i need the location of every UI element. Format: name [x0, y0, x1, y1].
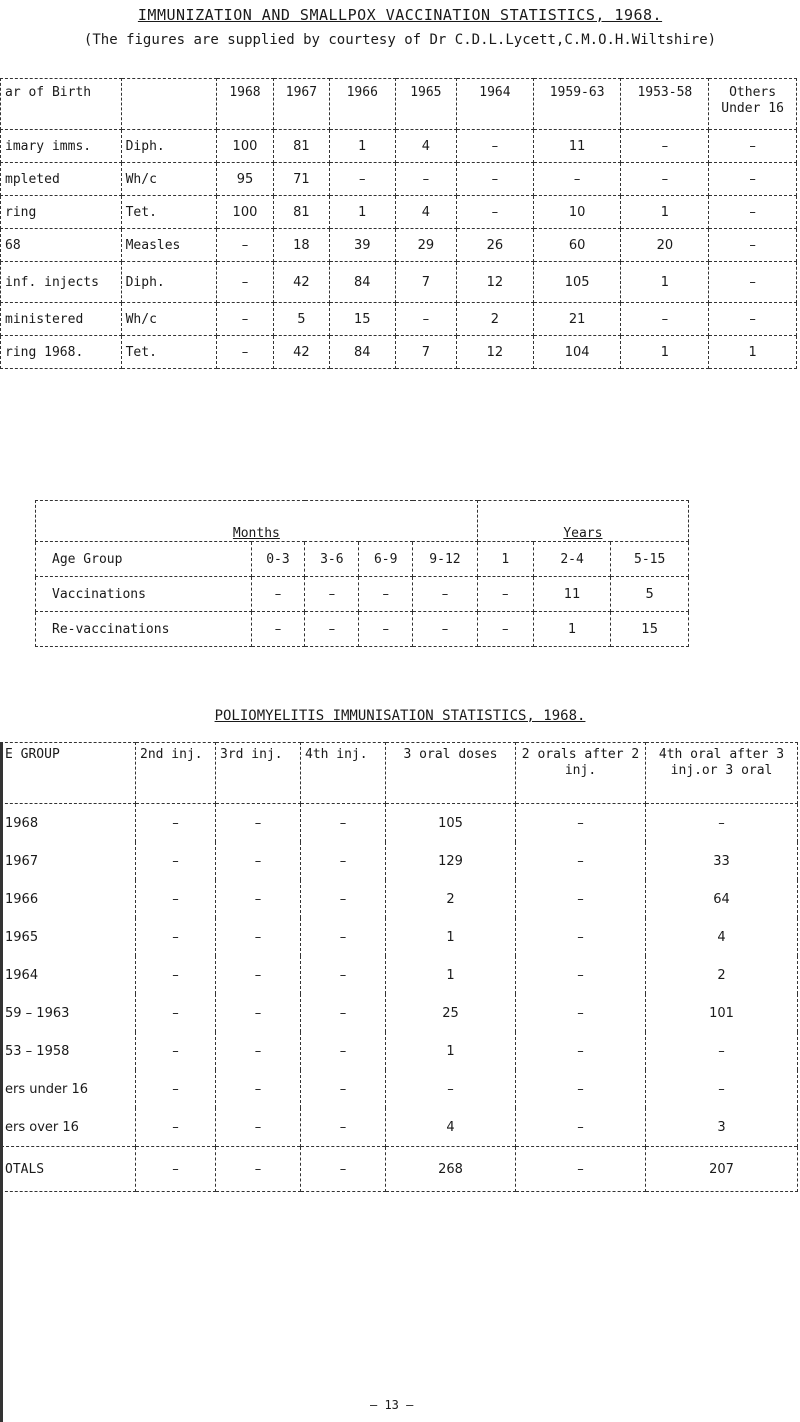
cell: 4 — [395, 196, 456, 229]
cell: – — [709, 196, 797, 229]
vaccine-label: Tet. — [121, 196, 216, 229]
vaccine-label: Measles — [121, 229, 216, 262]
cell: – — [216, 229, 273, 262]
cell: 60 — [533, 229, 621, 262]
cell: 42 — [273, 262, 329, 303]
cell: – — [386, 1070, 516, 1108]
age-group-cell: 3-6 — [305, 542, 359, 577]
cell: – — [301, 956, 386, 994]
cell: 4 — [646, 918, 798, 956]
cell: – — [301, 1108, 386, 1147]
header-1953-58: 1953-58 — [621, 79, 709, 130]
cell: 1 — [329, 130, 395, 163]
row-group-label: ring — [1, 196, 122, 229]
cell: 4 — [395, 130, 456, 163]
cell: 104 — [533, 336, 621, 369]
totals-row — [1, 1147, 798, 1192]
totals-label: OTALS — [1, 1147, 136, 1192]
table-row — [36, 612, 689, 647]
cell: – — [395, 303, 456, 336]
row-group-label: ministered — [1, 303, 122, 336]
cell: 12 — [457, 336, 534, 369]
smallpox-group-header-row — [36, 501, 689, 542]
page-number: – 13 – — [370, 1398, 414, 1412]
cell: 105 — [533, 262, 621, 303]
age-group-cell: 2-4 — [533, 542, 611, 577]
cell: – — [477, 577, 533, 612]
table-row — [1, 1032, 798, 1070]
cell: – — [216, 1032, 301, 1070]
cell: 5 — [611, 577, 689, 612]
cell: – — [516, 842, 646, 880]
cell: – — [359, 612, 413, 647]
row-group-label: 59 – 1963 — [1, 994, 136, 1032]
header-3-oral-doses: 3 oral doses — [386, 743, 516, 804]
cell: – — [251, 577, 305, 612]
header-1968: 1968 — [216, 79, 273, 130]
cell: – — [516, 1032, 646, 1070]
header-1965: 1965 — [395, 79, 456, 130]
cell: – — [216, 1108, 301, 1147]
cell: – — [413, 612, 478, 647]
page-subtitle: (The figures are supplied by courtesy of Dr C.D.L.Lycett,C.M.O.H.Wiltshire) — [83, 32, 717, 48]
header-4th-oral-after: 4th oral after 3 inj.or 3 oral — [646, 743, 798, 804]
cell: – — [216, 994, 301, 1032]
cell: – — [216, 880, 301, 918]
year-of-birth-label: ar of Birth — [1, 79, 122, 130]
left-margin-rule — [0, 742, 3, 1422]
cell: 129 — [386, 842, 516, 880]
cell: – — [516, 880, 646, 918]
cell: 1 — [386, 956, 516, 994]
cell: 3 — [646, 1108, 798, 1147]
age-group-row — [36, 542, 689, 577]
cell: 2 — [646, 956, 798, 994]
row-group-label: ers over 16 — [1, 1108, 136, 1147]
cell: – — [301, 880, 386, 918]
cell: 15 — [329, 303, 395, 336]
cell: – — [516, 956, 646, 994]
header-2-orals-after-2-inj: 2 orals after 2 inj. — [516, 743, 646, 804]
cell: 100 — [216, 130, 273, 163]
cell: – — [216, 262, 273, 303]
cell: – — [329, 163, 395, 196]
cell: 5 — [273, 303, 329, 336]
cell: 2 — [386, 880, 516, 918]
cell: 42 — [273, 336, 329, 369]
cell: – — [457, 196, 534, 229]
total-cell: – — [516, 1147, 646, 1192]
cell: 20 — [621, 229, 709, 262]
cell: 7 — [395, 336, 456, 369]
polio-table — [0, 742, 798, 1192]
table-row — [1, 956, 798, 994]
total-cell: – — [136, 1147, 216, 1192]
cell: 1 — [386, 1032, 516, 1070]
table-row — [1, 229, 797, 262]
cell: – — [516, 994, 646, 1032]
vaccine-label: Diph. — [121, 262, 216, 303]
table-row — [1, 994, 798, 1032]
row-group-label: 1968 — [1, 804, 136, 843]
row-group-label: 1965 — [1, 918, 136, 956]
immunization-header-row — [1, 79, 797, 130]
cell: 1 — [709, 336, 797, 369]
total-cell: 207 — [646, 1147, 798, 1192]
cell: – — [457, 163, 534, 196]
cell: – — [413, 577, 478, 612]
cell: 21 — [533, 303, 621, 336]
cell: – — [305, 577, 359, 612]
cell: 12 — [457, 262, 534, 303]
table-row — [1, 130, 797, 163]
cell: 1 — [621, 262, 709, 303]
cell: 29 — [395, 229, 456, 262]
cell: 15 — [611, 612, 689, 647]
cell: – — [251, 612, 305, 647]
cell: – — [477, 612, 533, 647]
cell: 33 — [646, 842, 798, 880]
cell: – — [305, 612, 359, 647]
cell: – — [301, 842, 386, 880]
cell: 105 — [386, 804, 516, 843]
cell: 101 — [646, 994, 798, 1032]
years-label: Years — [477, 501, 688, 542]
row-group-label: 68 — [1, 229, 122, 262]
table-row — [1, 1070, 798, 1108]
cell: – — [301, 804, 386, 843]
cell: – — [136, 842, 216, 880]
polio-section-title: POLIOMYELITIS IMMUNISATION STATISTICS, 1968. — [214, 708, 586, 724]
cell: 84 — [329, 262, 395, 303]
row-group-label: 53 – 1958 — [1, 1032, 136, 1070]
cell: – — [709, 130, 797, 163]
age-group-cell: 6-9 — [359, 542, 413, 577]
cell: 7 — [395, 262, 456, 303]
cell: – — [136, 918, 216, 956]
cell: 95 — [216, 163, 273, 196]
cell: – — [136, 1108, 216, 1147]
header-2nd-inj: 2nd inj. — [136, 743, 216, 804]
cell: 10 — [533, 196, 621, 229]
table-row — [1, 804, 798, 843]
age-group-cell: 1 — [477, 542, 533, 577]
total-cell: – — [216, 1147, 301, 1192]
cell: – — [709, 262, 797, 303]
cell: – — [709, 229, 797, 262]
cell: 4 — [386, 1108, 516, 1147]
cell: 81 — [273, 130, 329, 163]
cell: 26 — [457, 229, 534, 262]
cell: – — [516, 918, 646, 956]
total-cell: – — [301, 1147, 386, 1192]
age-group-cell: 0-3 — [251, 542, 305, 577]
cell: – — [136, 994, 216, 1032]
cell: 1 — [621, 336, 709, 369]
cell: 1 — [533, 612, 611, 647]
row-group-label: imary imms. — [1, 130, 122, 163]
cell: – — [301, 1070, 386, 1108]
vaccine-label: Wh/c — [121, 303, 216, 336]
row-group-label: mpleted — [1, 163, 122, 196]
cell: 2 — [457, 303, 534, 336]
cell: – — [301, 1032, 386, 1070]
vaccine-header — [121, 79, 216, 130]
header-3rd-inj: 3rd inj. — [216, 743, 301, 804]
cell: – — [359, 577, 413, 612]
age-group-cell: 5-15 — [611, 542, 689, 577]
cell: – — [516, 1070, 646, 1108]
cell: 64 — [646, 880, 798, 918]
row-group-label: 1966 — [1, 880, 136, 918]
cell: 1 — [621, 196, 709, 229]
row-group-label: ers under 16 — [1, 1070, 136, 1108]
cell: – — [136, 1070, 216, 1108]
header-1959-63: 1959-63 — [533, 79, 621, 130]
cell: – — [216, 842, 301, 880]
table-row — [1, 163, 797, 196]
cell: – — [646, 804, 798, 843]
cell: – — [646, 1070, 798, 1108]
cell: – — [516, 804, 646, 843]
age-group-label: Age Group — [36, 542, 252, 577]
cell: – — [136, 956, 216, 994]
row-label: Vaccinations — [36, 577, 252, 612]
cell: – — [216, 918, 301, 956]
cell: 39 — [329, 229, 395, 262]
vaccine-label: Diph. — [121, 130, 216, 163]
cell: – — [621, 163, 709, 196]
row-group-label: ring 1968. — [1, 336, 122, 369]
table-row — [1, 262, 797, 303]
cell: 11 — [533, 577, 611, 612]
vaccine-label: Wh/c — [121, 163, 216, 196]
cell: 1 — [386, 918, 516, 956]
row-group-label: 1964 — [1, 956, 136, 994]
cell: – — [621, 130, 709, 163]
cell: – — [136, 1032, 216, 1070]
header-1964: 1964 — [457, 79, 534, 130]
cell: – — [136, 804, 216, 843]
row-group-label: inf. injects — [1, 262, 122, 303]
row-group-label: 1967 — [1, 842, 136, 880]
table-row — [1, 1108, 798, 1147]
cell: 18 — [273, 229, 329, 262]
table-row — [1, 336, 797, 369]
cell: – — [709, 163, 797, 196]
vaccine-label: Tet. — [121, 336, 216, 369]
cell: – — [457, 130, 534, 163]
table-row — [1, 880, 798, 918]
cell: – — [216, 1070, 301, 1108]
table-row — [36, 577, 689, 612]
table-row — [1, 918, 798, 956]
cell: 71 — [273, 163, 329, 196]
cell: – — [516, 1108, 646, 1147]
polio-header-row — [1, 743, 798, 804]
cell: 1 — [329, 196, 395, 229]
header-1967: 1967 — [273, 79, 329, 130]
header-1966: 1966 — [329, 79, 395, 130]
cell: – — [395, 163, 456, 196]
cell: 84 — [329, 336, 395, 369]
row-label: Re-vaccinations — [36, 612, 252, 647]
cell: – — [301, 994, 386, 1032]
cell: 11 — [533, 130, 621, 163]
cell: 100 — [216, 196, 273, 229]
immunization-table — [0, 78, 797, 369]
cell: – — [216, 336, 273, 369]
table-row — [1, 196, 797, 229]
table-row — [1, 303, 797, 336]
cell: – — [136, 880, 216, 918]
cell: – — [216, 303, 273, 336]
header-others-under-16: Others Under 16 — [709, 79, 797, 130]
header-4th-inj: 4th inj. — [301, 743, 386, 804]
cell: – — [709, 303, 797, 336]
age-group-cell: 9-12 — [413, 542, 478, 577]
table-row — [1, 842, 798, 880]
cell: – — [533, 163, 621, 196]
cell: – — [646, 1032, 798, 1070]
months-label: Months — [36, 501, 478, 542]
cell: – — [621, 303, 709, 336]
page-title: IMMUNIZATION AND SMALLPOX VACCINATION STATISTICS, 1968. — [137, 6, 663, 24]
cell: – — [301, 918, 386, 956]
cell: – — [216, 804, 301, 843]
age-group-header: E GROUP — [1, 743, 136, 804]
total-cell: 268 — [386, 1147, 516, 1192]
cell: 25 — [386, 994, 516, 1032]
smallpox-table — [35, 500, 689, 647]
cell: – — [216, 956, 301, 994]
cell: 81 — [273, 196, 329, 229]
